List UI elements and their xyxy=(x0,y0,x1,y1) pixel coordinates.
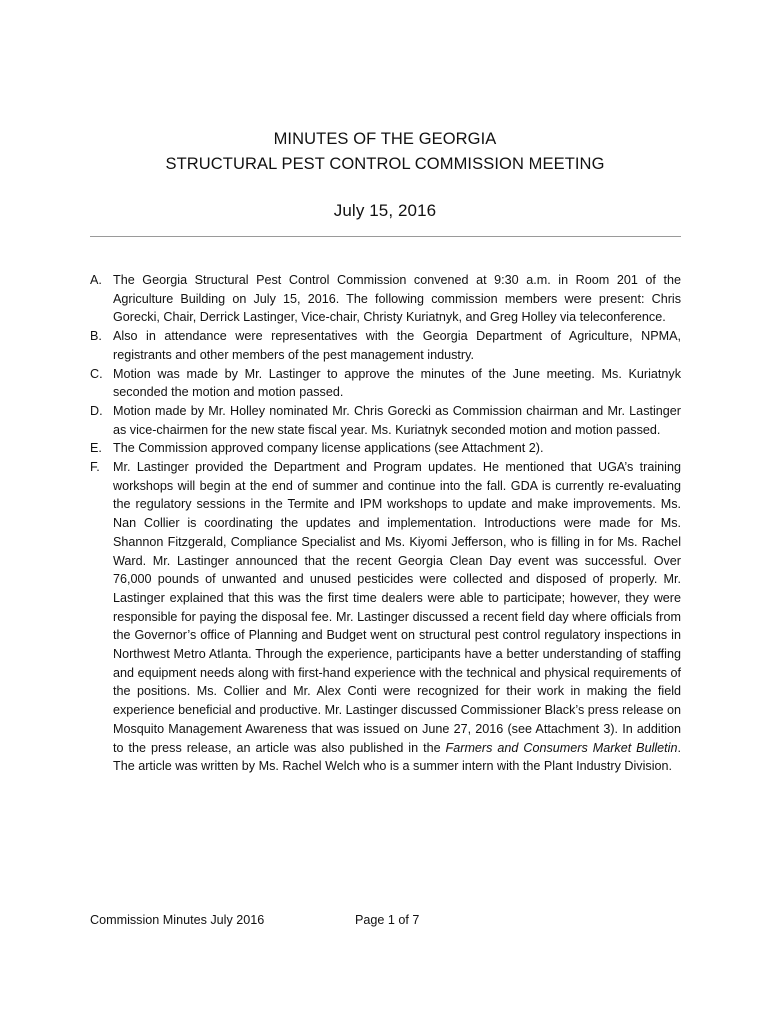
item-marker: C. xyxy=(90,366,103,381)
item-text: The Georgia Structural Pest Control Commission convened at 9:30 a.m. in Room 201 of the Agriculture Building on July 15, 2016. The following commission members were present: Chris Gorecki, Chair, Derrick Lastinger, Vice-chair, Christy Kuriatnyk, and Greg Holley via teleconference. xyxy=(113,273,681,325)
item-text: The Commission approved company license applications (see Attachment 2). xyxy=(113,441,544,456)
item-marker: A. xyxy=(90,273,102,287)
minutes-item-e xyxy=(90,439,681,458)
item-text xyxy=(113,460,681,773)
item-text: Motion was made by Mr. Lastinger to approve the minutes of the June meeting. Ms. Kuriatnyk seconded the motion and motion passed. xyxy=(113,366,681,400)
item-text: Motion made by Mr. Holley nominated Mr. Chris Gorecki as Commission chairman and Mr. Lastinger as vice-chairmen for the new state fiscal year. Ms. Kuriatnyk seconded motion and motion passed. xyxy=(113,403,681,437)
publication-title: Farmers and Consumers Market Bulletin xyxy=(445,740,678,755)
minutes-list xyxy=(90,271,681,776)
item-marker: F. xyxy=(90,460,100,475)
item-marker: D. xyxy=(90,403,103,418)
minutes-item-a xyxy=(90,271,681,327)
footer-document-name: Commission Minutes July 2016 xyxy=(90,913,265,927)
item-text: Also in attendance were representatives with the Georgia Department of Agriculture, NPMA, registrants and other members of the pest management industry. xyxy=(113,329,681,362)
footer-page-number: Page 1 of 7 xyxy=(355,913,420,927)
minutes-item-b xyxy=(90,327,681,364)
title-line-2: STRUCTURAL PEST CONTROL COMMISSION MEETING xyxy=(165,155,605,173)
item-text-part: . The article was written by Ms. Rachel Welch who is a summer intern with the Plant Industry Division. xyxy=(113,740,681,774)
horizontal-divider xyxy=(90,236,681,237)
item-text-part: Mr. Lastinger provided the Department and Program updates. He mentioned that UGA’s training workshops will begin at the end of summer and continue into the fall. GDA is currently re-evaluating the regulatory sessions in the Termite and IPM workshops to update and make improvements. Ms. Nan Collier is coordinating the updates and implementation. Introductions were made for Ms. Shannon Fitzgerald, Compliance Specialist and Ms. Kiyomi Jefferson, who is filling in for Ms. Rachel Ward. Mr. Lastinger announced that the recent Georgia Clean Day event was successful. Over 76,000 pounds of unwanted and unused pesticides were collected and disposed of properly. Mr. Lastinger explained that this was the first time dealers were able to participate; however, they were responsible for paying the disposal fee. Mr. Lastinger discussed a recent field day where officials from the Governor’s office of Planning and Budget went on structural pest control regulatory inspections in Northwest Metro Atlanta. Through the experience, participants have a better understanding of staffing and equipment needs along with first-hand experience with the technical and physical requirements of the positions. Ms. Collier and Mr. Alex Conti were recognized for their work in making the field experience beneficial and productive. Mr. Lastinger discussed Commissioner Black’s press release on Mosquito Management Awareness that was issued on June 27, 2016 (see Attachment 3). In addition to the press release, an article was also published in the xyxy=(113,460,681,755)
minutes-item-f xyxy=(90,458,681,776)
title-line-1: MINUTES OF THE GEORGIA xyxy=(273,130,497,148)
item-marker: E. xyxy=(90,441,102,456)
item-marker: B. xyxy=(90,329,102,344)
minutes-item-c xyxy=(90,365,681,402)
minutes-item-d xyxy=(90,402,681,439)
meeting-date: July 15, 2016 xyxy=(333,201,437,220)
